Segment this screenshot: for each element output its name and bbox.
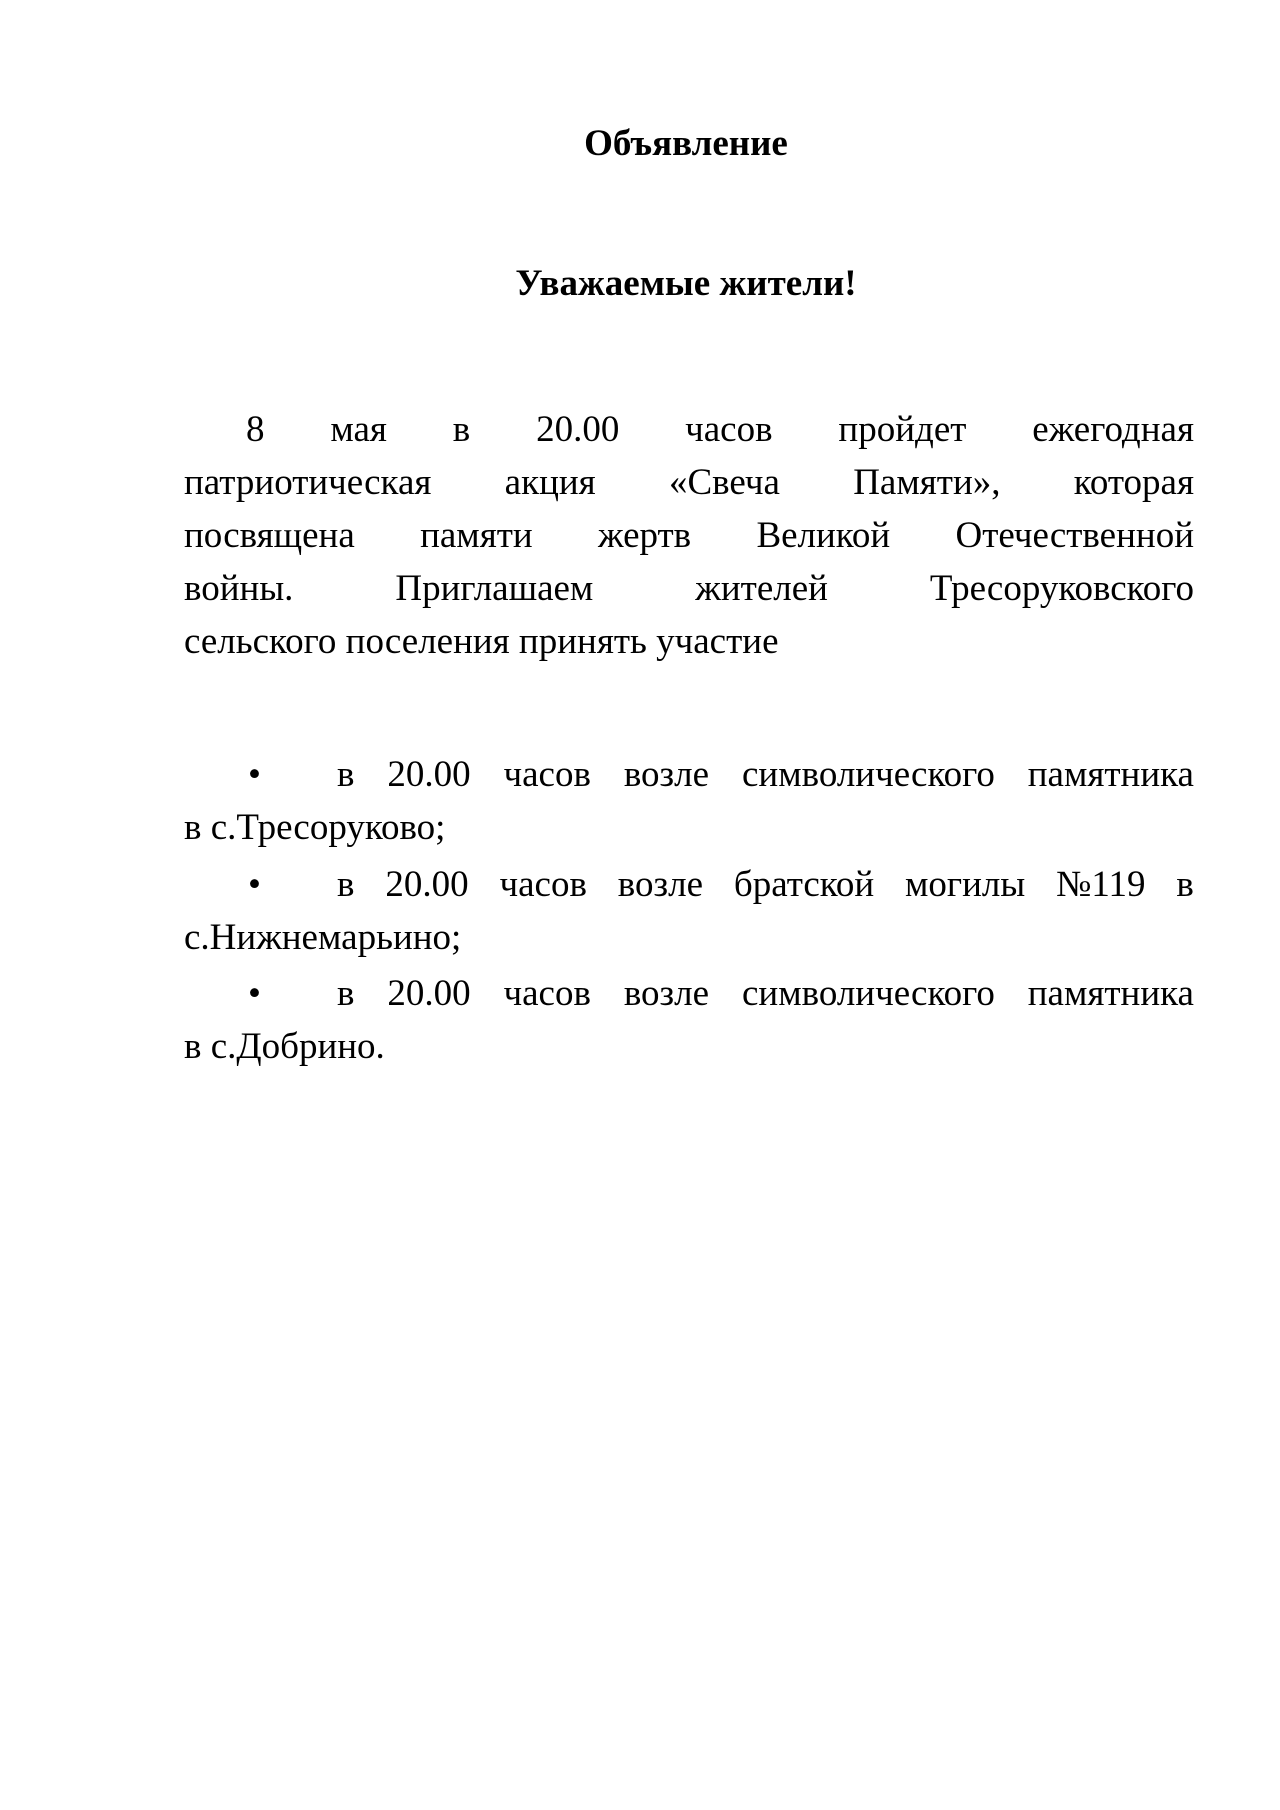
list-item — [184, 863, 1194, 907]
word: №119 — [1056, 864, 1146, 905]
word: в — [337, 864, 355, 905]
word: в — [337, 754, 355, 795]
paragraph-line-3 — [184, 514, 1194, 558]
document-title: Объявление — [584, 123, 788, 164]
word: 20.00 — [387, 973, 471, 1014]
word: жертв — [598, 515, 692, 556]
paragraph-line-4 — [184, 567, 1194, 611]
word: Великой — [756, 515, 891, 556]
bullet-marker: • — [248, 973, 261, 1014]
list-item-text — [337, 972, 1194, 1016]
word: в — [337, 973, 355, 1014]
word: возле — [623, 754, 710, 795]
greeting-heading: Уважаемые жители! — [515, 263, 857, 304]
word: Памяти», — [853, 462, 1001, 503]
word: посвящена — [184, 515, 355, 556]
word: 8 — [246, 409, 265, 450]
word: войны. — [184, 568, 294, 609]
word: Отечественной — [955, 515, 1194, 556]
paragraph-line-5: сельского поселения принять участие — [184, 621, 779, 662]
word: акция — [504, 462, 596, 503]
word: символического — [741, 754, 995, 795]
word: в — [452, 409, 471, 450]
word: часов — [503, 754, 591, 795]
word: возле — [617, 864, 704, 905]
word: 20.00 — [536, 409, 620, 450]
list-item — [184, 972, 1194, 1016]
paragraph-line-2 — [184, 461, 1194, 505]
word: памяти — [420, 515, 533, 556]
word: патриотическая — [184, 462, 432, 503]
bullet-marker: • — [248, 864, 261, 905]
word: жителей — [695, 568, 828, 609]
bullet-marker: • — [248, 754, 261, 795]
word: Тресоруковского — [929, 568, 1194, 609]
word: в — [1176, 864, 1194, 905]
word: которая — [1073, 462, 1194, 503]
paragraph-line-1 — [184, 408, 1194, 452]
list-item-continuation: в с.Добрино. — [184, 1026, 385, 1067]
word: возле — [623, 973, 710, 1014]
word: символического — [741, 973, 995, 1014]
list-item — [184, 753, 1194, 797]
word: часов — [685, 409, 773, 450]
word: пройдет — [838, 409, 967, 450]
word: часов — [503, 973, 591, 1014]
word: 20.00 — [385, 864, 469, 905]
word: братской — [733, 864, 875, 905]
word: ежегодная — [1032, 409, 1194, 450]
word: «Свеча — [668, 462, 780, 503]
list-item-continuation: в с.Тресоруково; — [184, 807, 446, 848]
word: Приглашаем — [395, 568, 594, 609]
word: 20.00 — [387, 754, 471, 795]
word: часов — [499, 864, 587, 905]
list-item-continuation: с.Нижнемарьино; — [184, 917, 462, 958]
word: памятника — [1027, 754, 1194, 795]
word: могилы — [905, 864, 1026, 905]
word: памятника — [1027, 973, 1194, 1014]
word: мая — [330, 409, 387, 450]
list-item-text — [337, 753, 1194, 797]
list-item-text — [337, 863, 1194, 907]
